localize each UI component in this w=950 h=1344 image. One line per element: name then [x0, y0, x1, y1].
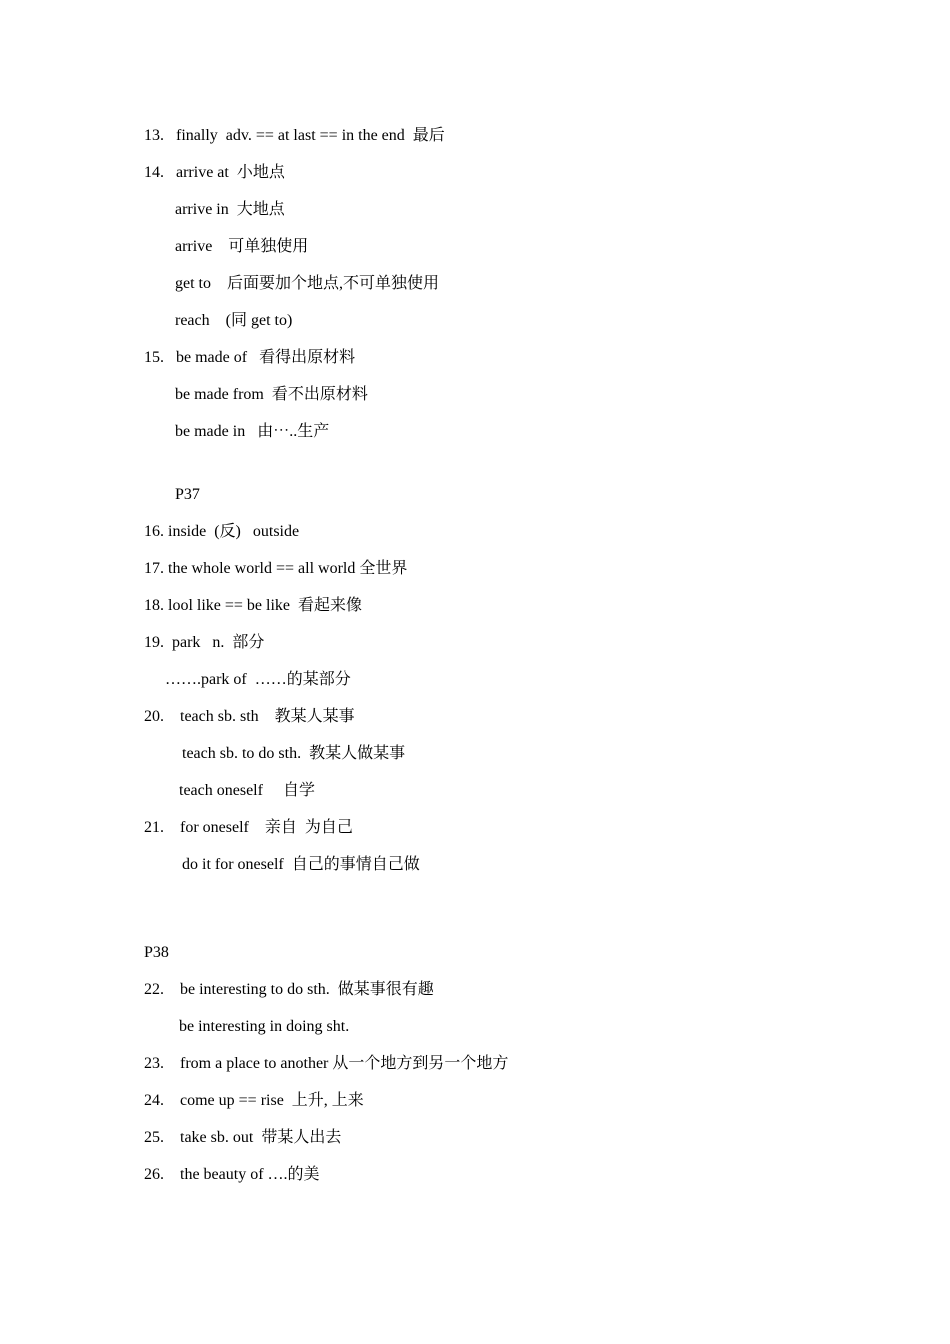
note-line-17: 17. the whole world == all world 全世界: [144, 560, 408, 577]
note-line-21-b: do it for oneself 自己的事情自己做: [182, 856, 420, 873]
note-line-15-b: be made from 看不出原材料: [175, 386, 368, 403]
note-line-19: 19. park n. 部分: [144, 634, 265, 651]
note-line-24: 24. come up == rise 上升, 上来: [144, 1092, 364, 1109]
note-line-22: 22. be interesting to do sth. 做某事很有趣: [144, 981, 434, 998]
note-line-22-b: be interesting in doing sht.: [179, 1018, 350, 1035]
page-heading-p37: P37: [175, 486, 200, 503]
note-line-14-e: reach (同 get to): [175, 312, 293, 329]
note-line-19-b: …….park of ……的某部分: [165, 671, 351, 688]
page-heading-p38: P38: [144, 944, 169, 961]
note-line-18: 18. lool like == be like 看起来像: [144, 597, 363, 614]
note-line-16: 16. inside (反) outside: [144, 523, 300, 540]
note-line-13: 13. finally adv. == at last == in the end 最后: [144, 127, 445, 144]
note-line-14-c: arrive 可单独使用: [175, 238, 309, 255]
note-line-14-d: get to 后面要加个地点,不可单独使用: [175, 275, 439, 292]
note-line-15-c: be made in 由⋯..生产: [175, 423, 330, 440]
note-line-26: 26. the beauty of ….的美: [144, 1166, 320, 1183]
note-line-23: 23. from a place to another 从一个地方到另一个地方: [144, 1055, 509, 1072]
note-line-20: 20. teach sb. sth 教某人某事: [144, 708, 355, 725]
note-line-21: 21. for oneself 亲自 为自己: [144, 819, 353, 836]
note-line-14: 14. arrive at 小地点: [144, 164, 285, 181]
note-line-20-b: teach sb. to do sth. 教某人做某事: [182, 745, 406, 762]
note-line-20-c: teach oneself 自学: [179, 782, 315, 799]
note-line-15: 15. be made of 看得出原材料: [144, 349, 356, 366]
note-line-25: 25. take sb. out 带某人出去: [144, 1129, 342, 1146]
note-line-14-b: arrive in 大地点: [175, 201, 285, 218]
